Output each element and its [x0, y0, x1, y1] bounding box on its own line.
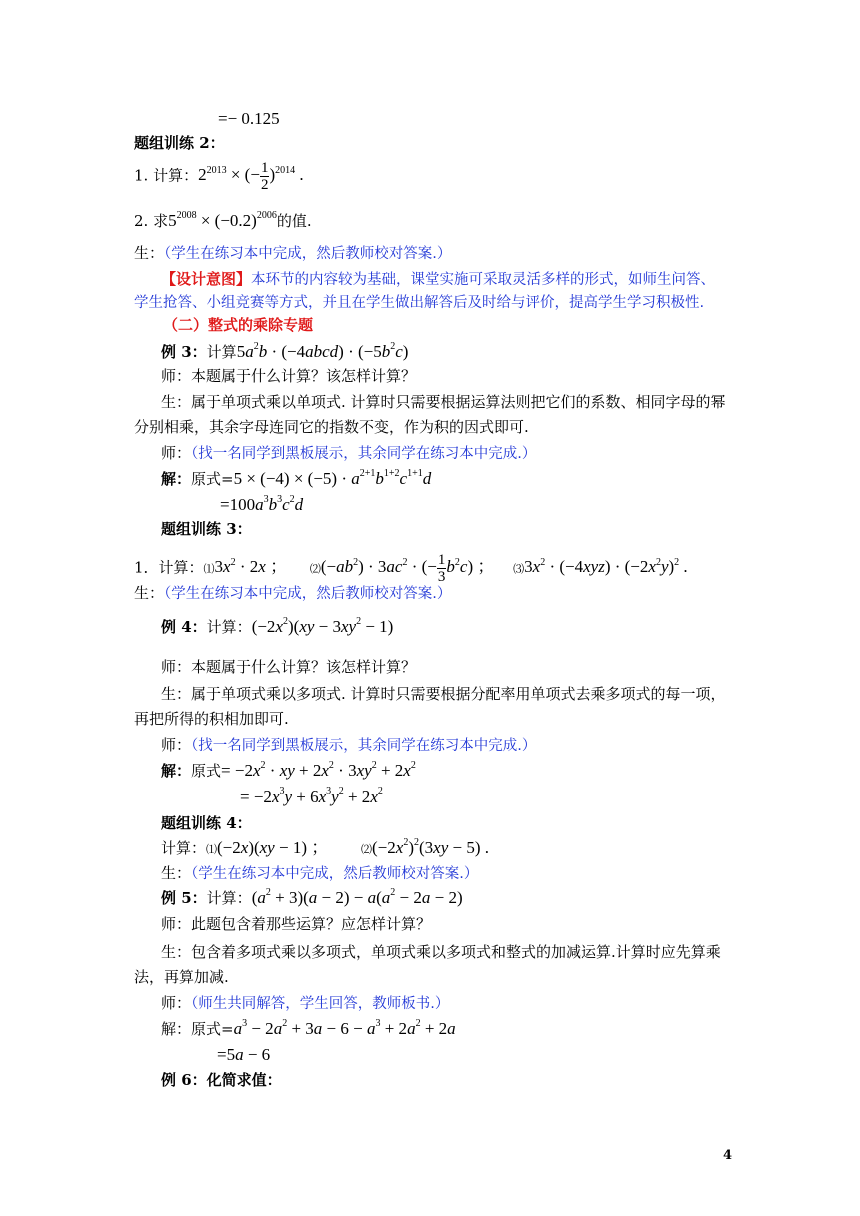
- teacher-label: 师：: [161, 994, 192, 1012]
- ex5-expr: $(a^2 + 3)(a - 2) - a(a^2 - 2a - 2)$: [251, 887, 463, 907]
- group2-title: 题组训练 2：: [134, 134, 225, 152]
- design-label: 【设计意图】: [161, 270, 252, 288]
- group3-title: 题组训练 3：: [161, 520, 252, 538]
- g3-item2-expr: $(-ab^2) \cdot 3ac^2$ · (− $\frac{1}{3}$ $b^2c$) ；: [320, 552, 495, 585]
- ex5-text: 计算：: [206, 889, 252, 907]
- g2-q1-expr: $2^{2013}$ × (− $\frac{1}{2}$ )$^{2014}$ .: [198, 160, 304, 193]
- ex5-teacher-q: 此题包含着那些运算？应怎样计算？: [191, 915, 432, 933]
- ex5-label: 例 5：: [161, 889, 207, 907]
- g2-question-1: [134, 160, 304, 193]
- ex3-teacher-line: [161, 365, 416, 387]
- group4-title: 题组训练 4：: [161, 814, 252, 832]
- solution-label: 解：: [161, 762, 192, 780]
- design-intent-line-2: 学生抢答、小组竞赛等方式，并且在学生做出解答后及时给与评价，提高学生学习积极性.: [134, 295, 705, 311]
- design-intent-line-1: [161, 268, 715, 291]
- teacher-label: 师：: [161, 367, 192, 385]
- ex3-solution-1: [161, 468, 431, 490]
- ex4-student-line-1: [161, 683, 726, 705]
- ex5-solution-1: [161, 1018, 456, 1040]
- ex5-teacher-note: [161, 992, 449, 1015]
- ex5-solution-label: 解：: [161, 1020, 192, 1038]
- g4-item1-expr: (−2x)(xy − 1) ；: [217, 838, 329, 857]
- ex5-solution-2: =5a − 6: [217, 1045, 271, 1064]
- g2-q2-expr: $5^{2008} \times (-0.2)^{2006}$: [168, 210, 277, 230]
- ex5-student-line-2: 法，再算加减.: [134, 968, 229, 986]
- g2-q1-prefix: 1. 计算：: [134, 166, 199, 185]
- g3-item3-expr: $3x^2 \cdot (-4xyz) \cdot (-2x^2y)^2$ .: [524, 556, 688, 577]
- ex3-student-line-1: [161, 391, 726, 413]
- example-5-line: [161, 887, 463, 909]
- ex4-teacher-note: [161, 734, 536, 757]
- student-label: 生：: [161, 393, 192, 411]
- ex4-student-a1: 属于单项式乘以多项式. 计算时只需要根据分配率用单项式去乘多项式的每一项，: [191, 685, 726, 703]
- g3-item1-expr: $3x^2 \cdot 2x$ ；: [214, 556, 288, 577]
- ex4-solution-1: [161, 760, 416, 782]
- g4-item2-num: ⑵: [361, 843, 373, 856]
- ex3-sol1-prefix: 原式=: [191, 470, 234, 488]
- ex3-student-line-2: 分别相乘，其余字母连同它的指数不变，作为积的因式即可.: [134, 418, 529, 436]
- ex3-label: 例 3：: [161, 343, 207, 361]
- g4-item1-num: ⑴: [206, 843, 218, 856]
- g2-question-2: [134, 210, 312, 232]
- teacher-label: 师：: [161, 658, 192, 676]
- g2-q2-suffix: 的值.: [276, 212, 312, 230]
- example-6-line: 例 6：化简求值：: [161, 1071, 282, 1089]
- student-label: 生：: [161, 864, 192, 882]
- teacher-label: 师：: [161, 444, 192, 462]
- g3-student-line: [134, 582, 451, 605]
- ex4-label: 例 4：: [161, 618, 207, 636]
- ex4-expr: $(-2x^2)(xy - 3xy^2 - 1)$: [251, 616, 394, 636]
- ex4-student-line-2: 再把所得的积相加即可.: [134, 710, 289, 728]
- section2-title: （二）整式的乘除专题: [163, 316, 314, 334]
- g3-question: [134, 552, 688, 585]
- g4-prefix: 计算：: [161, 839, 207, 857]
- student-label: 生：: [161, 685, 192, 703]
- ex4-sol1-expr: = $-2x^2$ · xy + $2x^2 \cdot 3xy^2 + 2x^2$: [221, 760, 416, 780]
- ex5-sol1-prefix: 原式=: [191, 1020, 234, 1038]
- ex4-sol1-prefix: 原式: [191, 762, 222, 780]
- board-note: （找一名同学到黑板展示，其余同学在练习本中完成.）: [191, 738, 537, 754]
- ex3-text: 计算: [206, 343, 237, 361]
- ex4-teacher-line: [161, 656, 416, 678]
- student-note: （学生在练习本中完成，然后教师校对答案.）: [164, 586, 452, 602]
- student-line-1: [134, 242, 451, 265]
- student-label: 生：: [161, 943, 192, 961]
- g4-question: [161, 837, 489, 861]
- ex5-sol1-expr: $a^3 - 2a^2 + 3a - 6 - a^3 + 2a^2 + 2a$: [233, 1018, 456, 1038]
- student-label: 生：: [134, 244, 165, 262]
- page-number: 4: [723, 1148, 733, 1163]
- board-note: （找一名同学到黑板展示，其余同学在练习本中完成.）: [191, 446, 537, 462]
- g3-item3-num: ⑶: [513, 562, 525, 576]
- ex3-expr: $5a^2b$ · (−4abcd) · $(-5b^2c)$: [236, 341, 409, 361]
- teacher-label: 师：: [161, 736, 192, 754]
- student-note: （学生在练习本中完成，然后教师校对答案.）: [164, 246, 452, 262]
- ex5-teacher-note-text: （师生共同解答，学生回答，教师板书.）: [191, 996, 450, 1012]
- g4-item2-expr: $(-2x^2)^2(3xy - 5)$ .: [372, 837, 489, 857]
- teacher-label: 师：: [161, 915, 192, 933]
- ex4-solution-2: = $-2x^3y + 6x^3y^2 + 2x^2$: [240, 786, 383, 806]
- design-text-1: 本环节的内容较为基础，课堂实施可采取灵活多样的形式，如师生问答、: [251, 272, 716, 288]
- example-3-line: [161, 341, 408, 363]
- result-line: =− 0.125: [218, 109, 280, 128]
- student-note: （学生在练习本中完成，然后教师校对答案.）: [191, 866, 479, 882]
- g2-q2-prefix: 2. 求: [134, 212, 169, 230]
- ex5-student-a1: 包含着多项式乘以多项式，单项式乘以多项式和整式的加减运算.计算时应先算乘: [191, 943, 721, 961]
- ex3-teacher-q: 本题属于什么计算？该怎样计算？: [191, 367, 417, 385]
- ex3-solution-2: $=100a^3b^3c^2d$: [220, 494, 304, 514]
- solution-label: 解：: [161, 470, 192, 488]
- g3-item2-num: ⑵: [309, 562, 321, 576]
- ex3-student-a1: 属于单项式乘以单项式. 计算时只需要根据运算法则把它们的系数、相同字母的幂: [191, 393, 726, 411]
- g3-prefix: 1．计算：: [134, 558, 204, 577]
- ex3-teacher-note: [161, 442, 536, 465]
- ex4-text: 计算：: [206, 618, 252, 636]
- ex5-teacher-line: [161, 913, 431, 935]
- example-4-line: [161, 616, 393, 638]
- student-label: 生：: [134, 584, 165, 602]
- ex3-sol1-expr: $5 \times (-4) \times (-5) \cdot a^{2+1}b^{1+2}c^{1+1}d$: [233, 468, 432, 488]
- ex4-teacher-q: 本题属于什么计算？该怎样计算？: [191, 658, 417, 676]
- ex5-student-line-1: [161, 941, 721, 963]
- g4-student-line: [161, 862, 478, 885]
- g3-item1-num: ⑴: [203, 562, 215, 576]
